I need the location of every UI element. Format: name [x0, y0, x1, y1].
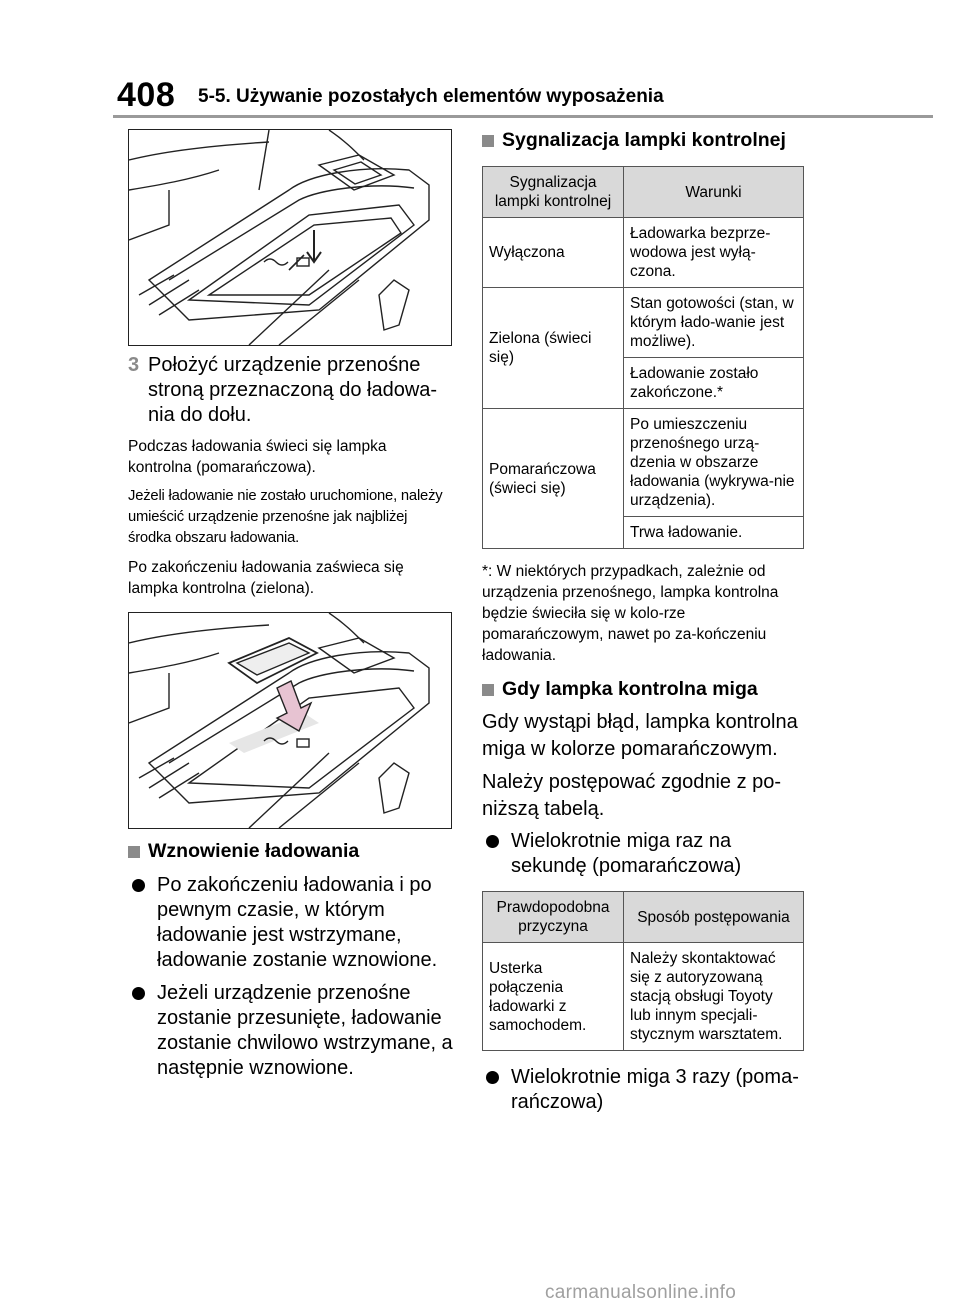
step-text: Położyć urządzenie przenośne stroną przeznaczoną do ładowa-nia do dołu.	[148, 354, 438, 426]
heading-indicator-signals	[482, 129, 804, 152]
right-column	[482, 129, 804, 1123]
square-marker-icon	[482, 135, 494, 147]
bullet-device-moved	[128, 981, 454, 1081]
paragraph-not-started: Jeżeli ładowanie nie zostało uruchomione, należy umieścić urządzenie przenośne jak najbliżej środka obszaru ładowania.	[128, 488, 443, 546]
footer-watermark: carmanualsonline.info	[545, 1282, 737, 1303]
heading-text: Gdy lampka kontrolna miga	[502, 678, 758, 700]
section-title: 5-5. Używanie pozostałych elementów wyposażenia	[198, 86, 664, 107]
step-number: 3	[128, 354, 140, 376]
table-cell: Trwa ładowanie.	[624, 517, 804, 549]
paragraph-follow-table: Należy postępować zgodnie z po-niższą tabelą.	[482, 771, 782, 820]
heading-text: Sygnalizacja lampki kontrolnej	[502, 129, 786, 151]
table-header-cell: Sygnalizacja lampki kontrolnej	[483, 167, 624, 218]
table-cell: Pomarańczowa (świeci się)	[483, 409, 624, 549]
table-header-row	[483, 892, 804, 943]
table-cell: Po umieszczeniu przenośnego urzą-dzenia w obszarze ładowania (wykrywa-nie urządzenia).	[624, 409, 804, 517]
table-cell: Usterka połączenia ładowarki z samochodem.	[483, 943, 624, 1051]
table-cell: Stan gotowości (stan, w którym łado-wanie jest możliwe).	[624, 288, 804, 358]
bullet-resume-after-pause	[128, 873, 454, 973]
step-3	[128, 353, 454, 428]
page-number: 408	[117, 76, 176, 114]
footnote: *: W niektórych przypadkach, zależnie od urządzenia przenośnego, lampka kontrolna będzie świeciła się w kolo-rze pomarańczowym, nawet po za-kończeniu ładowania.	[482, 563, 779, 664]
table-header-cell: Warunki	[624, 167, 804, 218]
table-row	[483, 943, 804, 1051]
heading-text: Wznowienie ładowania	[148, 840, 360, 862]
bullet-dot-icon	[132, 987, 145, 1000]
table-row	[483, 218, 804, 288]
table-header-cell: Prawdopodobna przyczyna	[483, 892, 624, 943]
table-cell: Ładowarka bezprze-wodowa jest wyłą-czona.	[624, 218, 804, 288]
left-column-top	[128, 353, 454, 607]
table-cell: Wyłączona	[483, 218, 624, 288]
table-row	[483, 409, 804, 517]
paragraph-error-blink: Gdy wystąpi błąd, lampka kontrolna miga w kolorze pomarańczowym.	[482, 711, 798, 760]
illustration-phone-on-charger	[128, 612, 452, 829]
table-cell: Zielona (świeci się)	[483, 288, 624, 409]
bullet-blinks-once-per-second	[482, 829, 804, 879]
table-row	[483, 288, 804, 358]
illustration-console-charger	[128, 129, 452, 346]
square-marker-icon	[482, 684, 494, 696]
bullet-text: Wielokrotnie miga raz na sekundę (pomarańczowa)	[511, 830, 742, 877]
bullet-dot-icon	[132, 879, 145, 892]
table-header-row	[483, 167, 804, 218]
heading-resume-charging	[128, 840, 454, 863]
paragraph-charge-complete: Po zakończeniu ładowania zaświeca się lampka kontrolna (zielona).	[128, 559, 404, 597]
cause-remedy-table	[482, 891, 804, 1051]
indicator-signal-table	[482, 166, 804, 549]
bullet-text: Po zakończeniu ładowania i po pewnym czasie, w którym ładowanie jest wstrzymane, ładowanie zostanie wznowione.	[157, 874, 438, 971]
paragraph-charging-lamp: Podczas ładowania świeci się lampka kontrolna (pomarańczowa).	[128, 438, 387, 476]
bullet-dot-icon	[486, 835, 499, 848]
bullet-blinks-three-times	[482, 1065, 804, 1115]
table-cell: Należy skontaktować się z autoryzowaną stacją obsługi Toyoty lub innym specjali-stycznym warsztatem.	[624, 943, 804, 1051]
page-header	[0, 0, 960, 120]
bullet-text: Jeżeli urządzenie przenośne zostanie przesunięte, ładowanie zostanie chwilowo wstrzymane, a następnie wznowione.	[157, 982, 453, 1079]
square-marker-icon	[128, 846, 140, 858]
heading-lamp-blinks	[482, 678, 804, 701]
header-rule	[113, 115, 933, 118]
bullet-text: Wielokrotnie miga 3 razy (poma-rańczowa)	[511, 1066, 799, 1113]
left-column-bottom	[128, 840, 454, 1089]
table-header-cell: Sposób postępowania	[624, 892, 804, 943]
table-cell: Ładowanie zostało zakończone.*	[624, 358, 804, 409]
bullet-dot-icon	[486, 1071, 499, 1084]
